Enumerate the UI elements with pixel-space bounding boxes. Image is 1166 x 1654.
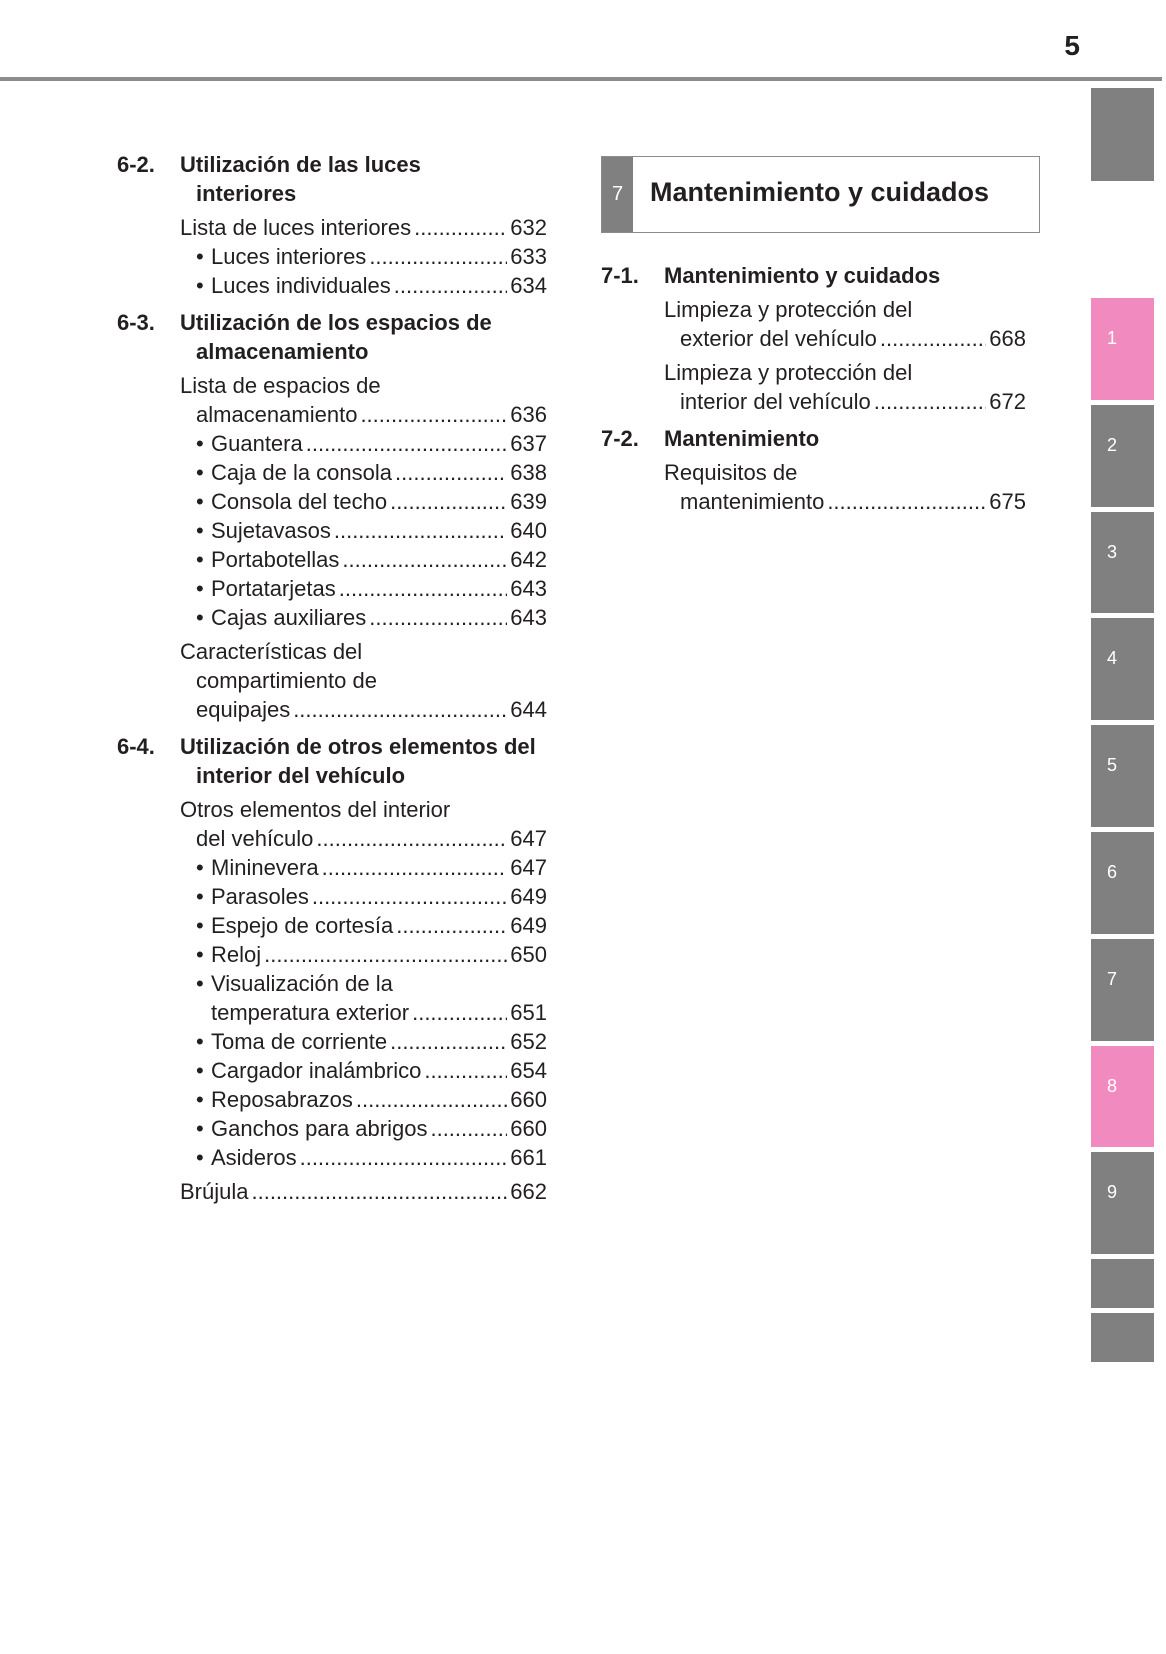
dot-leader (312, 882, 507, 911)
toc-entry-text-row (664, 458, 1026, 487)
chapter-tab-2[interactable]: 2 (1091, 405, 1154, 507)
toc-entry-text-row (664, 295, 1026, 324)
entry-label: almacenamiento (196, 402, 358, 427)
toc-section (601, 261, 1026, 416)
subentry-label: Mininevera (211, 855, 319, 880)
toc-entry (117, 637, 547, 724)
header-rule (0, 77, 1162, 81)
bullet-icon: • (196, 576, 204, 601)
subentry-label: Espejo de cortesía (211, 913, 394, 938)
page-ref: 639 (510, 489, 547, 514)
subentry-label: Portabotellas (211, 547, 340, 572)
section-title: Mantenimiento (664, 426, 820, 451)
bullet-icon: • (196, 1029, 204, 1054)
section-heading (117, 732, 547, 790)
dot-leader (394, 271, 508, 300)
toc-subentry (180, 1027, 547, 1056)
page-ref: 642 (510, 547, 547, 572)
section-heading (117, 150, 547, 208)
dot-leader (342, 545, 507, 574)
toc-subentry (180, 853, 547, 882)
page-ref: 634 (510, 273, 547, 298)
page-ref: 649 (510, 913, 547, 938)
dot-leader (390, 487, 507, 516)
page-ref: 638 (510, 460, 547, 485)
chapter-tab-5[interactable]: 5 (1091, 725, 1154, 827)
bullet-icon: • (196, 1116, 204, 1141)
page-ref: 675 (989, 489, 1026, 514)
page-ref: 632 (510, 215, 547, 240)
entry-label: del vehículo (196, 826, 314, 851)
entry-label: interior del vehículo (680, 389, 871, 414)
section-title-continued: interior del vehículo (196, 763, 406, 788)
section-title: Utilización de las luces (180, 152, 421, 177)
toc-subentry (180, 1085, 547, 1114)
chapter-tab-blank[interactable] (1091, 88, 1154, 181)
subentry-label: Sujetavasos (211, 518, 331, 543)
section-heading (117, 308, 547, 366)
section-title: Utilización de los espacios de (180, 310, 492, 335)
page-ref: 652 (510, 1029, 547, 1054)
toc-entry-row (180, 824, 547, 853)
page-ref: 660 (510, 1116, 547, 1141)
bullet-icon: • (196, 460, 204, 485)
toc-entry (601, 358, 1026, 416)
bullet-icon: • (196, 1058, 204, 1083)
dot-leader (293, 695, 507, 724)
bullet-icon: • (196, 942, 204, 967)
page-ref: 643 (510, 605, 547, 630)
page-ref: 640 (510, 518, 547, 543)
chapter-tab-8[interactable]: 8 (1091, 1046, 1154, 1147)
dot-leader (412, 998, 507, 1027)
chapter-tab-6[interactable]: 6 (1091, 832, 1154, 934)
section-heading (601, 424, 1026, 453)
dot-leader (396, 911, 507, 940)
chapter-tab-blank[interactable] (1091, 1259, 1154, 1308)
dot-leader (264, 940, 507, 969)
dot-leader (369, 603, 507, 632)
dot-leader (316, 824, 507, 853)
toc-section (117, 150, 547, 300)
right-toc-column (601, 261, 1026, 516)
section-number: 6-4. (117, 734, 155, 759)
dot-leader (414, 213, 507, 242)
subentry-label: temperatura exterior (211, 1000, 410, 1025)
toc-entry-text-row (180, 666, 547, 695)
toc-subentry (180, 940, 547, 969)
dot-leader (827, 487, 986, 516)
toc-subentry (180, 429, 547, 458)
entry-label: Lista de luces interiores (180, 215, 412, 240)
toc-entry-text-row (180, 795, 547, 824)
chapter-tab-4[interactable]: 4 (1091, 618, 1154, 720)
toc-subentry (180, 882, 547, 911)
section-number: 6-3. (117, 310, 155, 335)
page-ref: 672 (989, 389, 1026, 414)
toc-entry-text-row (180, 637, 547, 666)
toc-subentry (180, 969, 547, 998)
toc-subentry (180, 1056, 547, 1085)
toc-entry (601, 295, 1026, 353)
toc-entry-row (180, 1177, 547, 1206)
chapter-tab-3[interactable]: 3 (1091, 512, 1154, 613)
subentry-label: Ganchos para abrigos (211, 1116, 428, 1141)
entry-label: exterior del vehículo (680, 326, 877, 351)
entry-label: Otros elementos del interior (180, 797, 451, 822)
toc-entry (117, 213, 547, 300)
subentry-label: Reposabrazos (211, 1087, 353, 1112)
toc-entry-row (180, 695, 547, 724)
bullet-icon: • (196, 489, 204, 514)
page-ref: 647 (510, 826, 547, 851)
toc-entry-row (664, 387, 1026, 416)
entry-label: Requisitos de (664, 460, 798, 485)
dot-leader (369, 242, 507, 271)
section-heading (601, 261, 1026, 290)
toc-section (601, 424, 1026, 516)
toc-entry (117, 795, 547, 1172)
toc-entry-row (664, 324, 1026, 353)
entry-label: equipajes (196, 697, 291, 722)
toc-entry-row (180, 213, 547, 242)
toc-subentry (180, 487, 547, 516)
page-ref: 650 (510, 942, 547, 967)
toc-entry-row (664, 487, 1026, 516)
section-title: Utilización de otros elementos del (180, 734, 536, 759)
bullet-icon: • (196, 884, 204, 909)
dot-leader (300, 1143, 508, 1172)
dot-leader (390, 1027, 507, 1056)
chapter-tab-blank[interactable] (1091, 1313, 1154, 1362)
dot-leader (306, 429, 508, 458)
page-ref: 654 (510, 1058, 547, 1083)
subentry-label: Cajas auxiliares (211, 605, 367, 630)
toc-subentry (180, 516, 547, 545)
bullet-icon: • (196, 273, 204, 298)
entry-label: Limpieza y protección del (664, 360, 913, 385)
bullet-icon: • (196, 913, 204, 938)
page-ref: 643 (510, 576, 547, 601)
bullet-icon: • (196, 1087, 204, 1112)
dot-leader (339, 574, 508, 603)
toc-entry (117, 1177, 547, 1206)
subentry-label: Cargador inalámbrico (211, 1058, 422, 1083)
toc-subentry (180, 603, 547, 632)
toc-subentry (180, 574, 547, 603)
subentry-label: Guantera (211, 431, 303, 456)
dot-leader (395, 458, 507, 487)
subentry-label: Parasoles (211, 884, 309, 909)
bullet-icon: • (196, 547, 204, 572)
page-ref: 636 (510, 402, 547, 427)
toc-subentry (180, 1114, 547, 1143)
dot-leader (880, 324, 986, 353)
bullet-icon: • (196, 855, 204, 880)
subentry-label: Consola del techo (211, 489, 388, 514)
page-ref: 649 (510, 884, 547, 909)
toc-subentry (180, 1143, 547, 1172)
bullet-icon: • (196, 518, 204, 543)
bullet-icon: • (196, 605, 204, 630)
subentry-label: Luces individuales (211, 273, 391, 298)
bullet-icon: • (196, 244, 204, 269)
section-title-continued: almacenamiento (196, 339, 369, 364)
dot-leader (251, 1177, 507, 1206)
toc-entry (601, 458, 1026, 516)
page-number: 5 (1064, 30, 1080, 61)
section-number: 7-2. (601, 426, 639, 451)
entry-label: Brújula (180, 1179, 249, 1204)
section-title: Mantenimiento y cuidados (664, 263, 941, 288)
toc-section (117, 732, 547, 1206)
section-number: 6-2. (117, 152, 155, 177)
page-ref: 661 (510, 1145, 547, 1170)
toc-subentry (180, 458, 547, 487)
toc-subentry (180, 271, 547, 300)
left-toc-column (117, 150, 547, 1206)
toc-entry-text-row (180, 371, 547, 400)
toc-section (117, 308, 547, 724)
subentry-label: Visualización de la (211, 971, 393, 996)
chapter-title: Mantenimiento y cuidados (650, 177, 990, 207)
page-ref: 647 (510, 855, 547, 880)
dot-leader (334, 516, 507, 545)
page-ref: 633 (510, 244, 547, 269)
subentry-label: Portatarjetas (211, 576, 336, 601)
subentry-label: Reloj (211, 942, 262, 967)
dot-leader (430, 1114, 507, 1143)
toc-entry (117, 371, 547, 632)
section-number: 7-1. (601, 263, 639, 288)
page-ref: 662 (510, 1179, 547, 1204)
section-title-continued: interiores (196, 181, 297, 206)
bullet-icon: • (196, 431, 204, 456)
toc-subentry (180, 911, 547, 940)
entry-label: Lista de espacios de (180, 373, 381, 398)
subentry-label: Luces interiores (211, 244, 367, 269)
subentry-label: Toma de corriente (211, 1029, 388, 1054)
dot-leader (874, 387, 987, 416)
chapter-tab-7[interactable]: 7 (1091, 939, 1154, 1041)
bullet-icon: • (196, 1145, 204, 1170)
chapter-tab-1[interactable]: 1 (1091, 298, 1154, 400)
subentry-label: Caja de la consola (211, 460, 393, 485)
page-ref: 637 (510, 431, 547, 456)
toc-subentry (180, 545, 547, 574)
dot-leader (360, 400, 507, 429)
toc-subentry-row (180, 998, 547, 1027)
entry-label: Características del (180, 639, 363, 664)
chapter-number: 7 (602, 157, 633, 232)
entry-label: compartimiento de (196, 668, 377, 693)
toc-entry-row (180, 400, 547, 429)
bullet-icon: • (196, 971, 204, 996)
subentry-label: Asideros (211, 1145, 297, 1170)
dot-leader (356, 1085, 507, 1114)
page-ref: 668 (989, 326, 1026, 351)
toc-subentry (180, 242, 547, 271)
page-ref: 651 (510, 1000, 547, 1025)
chapter-header (601, 156, 1040, 233)
dot-leader (322, 853, 508, 882)
entry-label: Limpieza y protección del (664, 297, 913, 322)
chapter-tab-9[interactable]: 9 (1091, 1152, 1154, 1254)
toc-entry-text-row (664, 358, 1026, 387)
dot-leader (424, 1056, 507, 1085)
entry-label: mantenimiento (680, 489, 825, 514)
page-ref: 644 (510, 697, 547, 722)
page-ref: 660 (510, 1087, 547, 1112)
